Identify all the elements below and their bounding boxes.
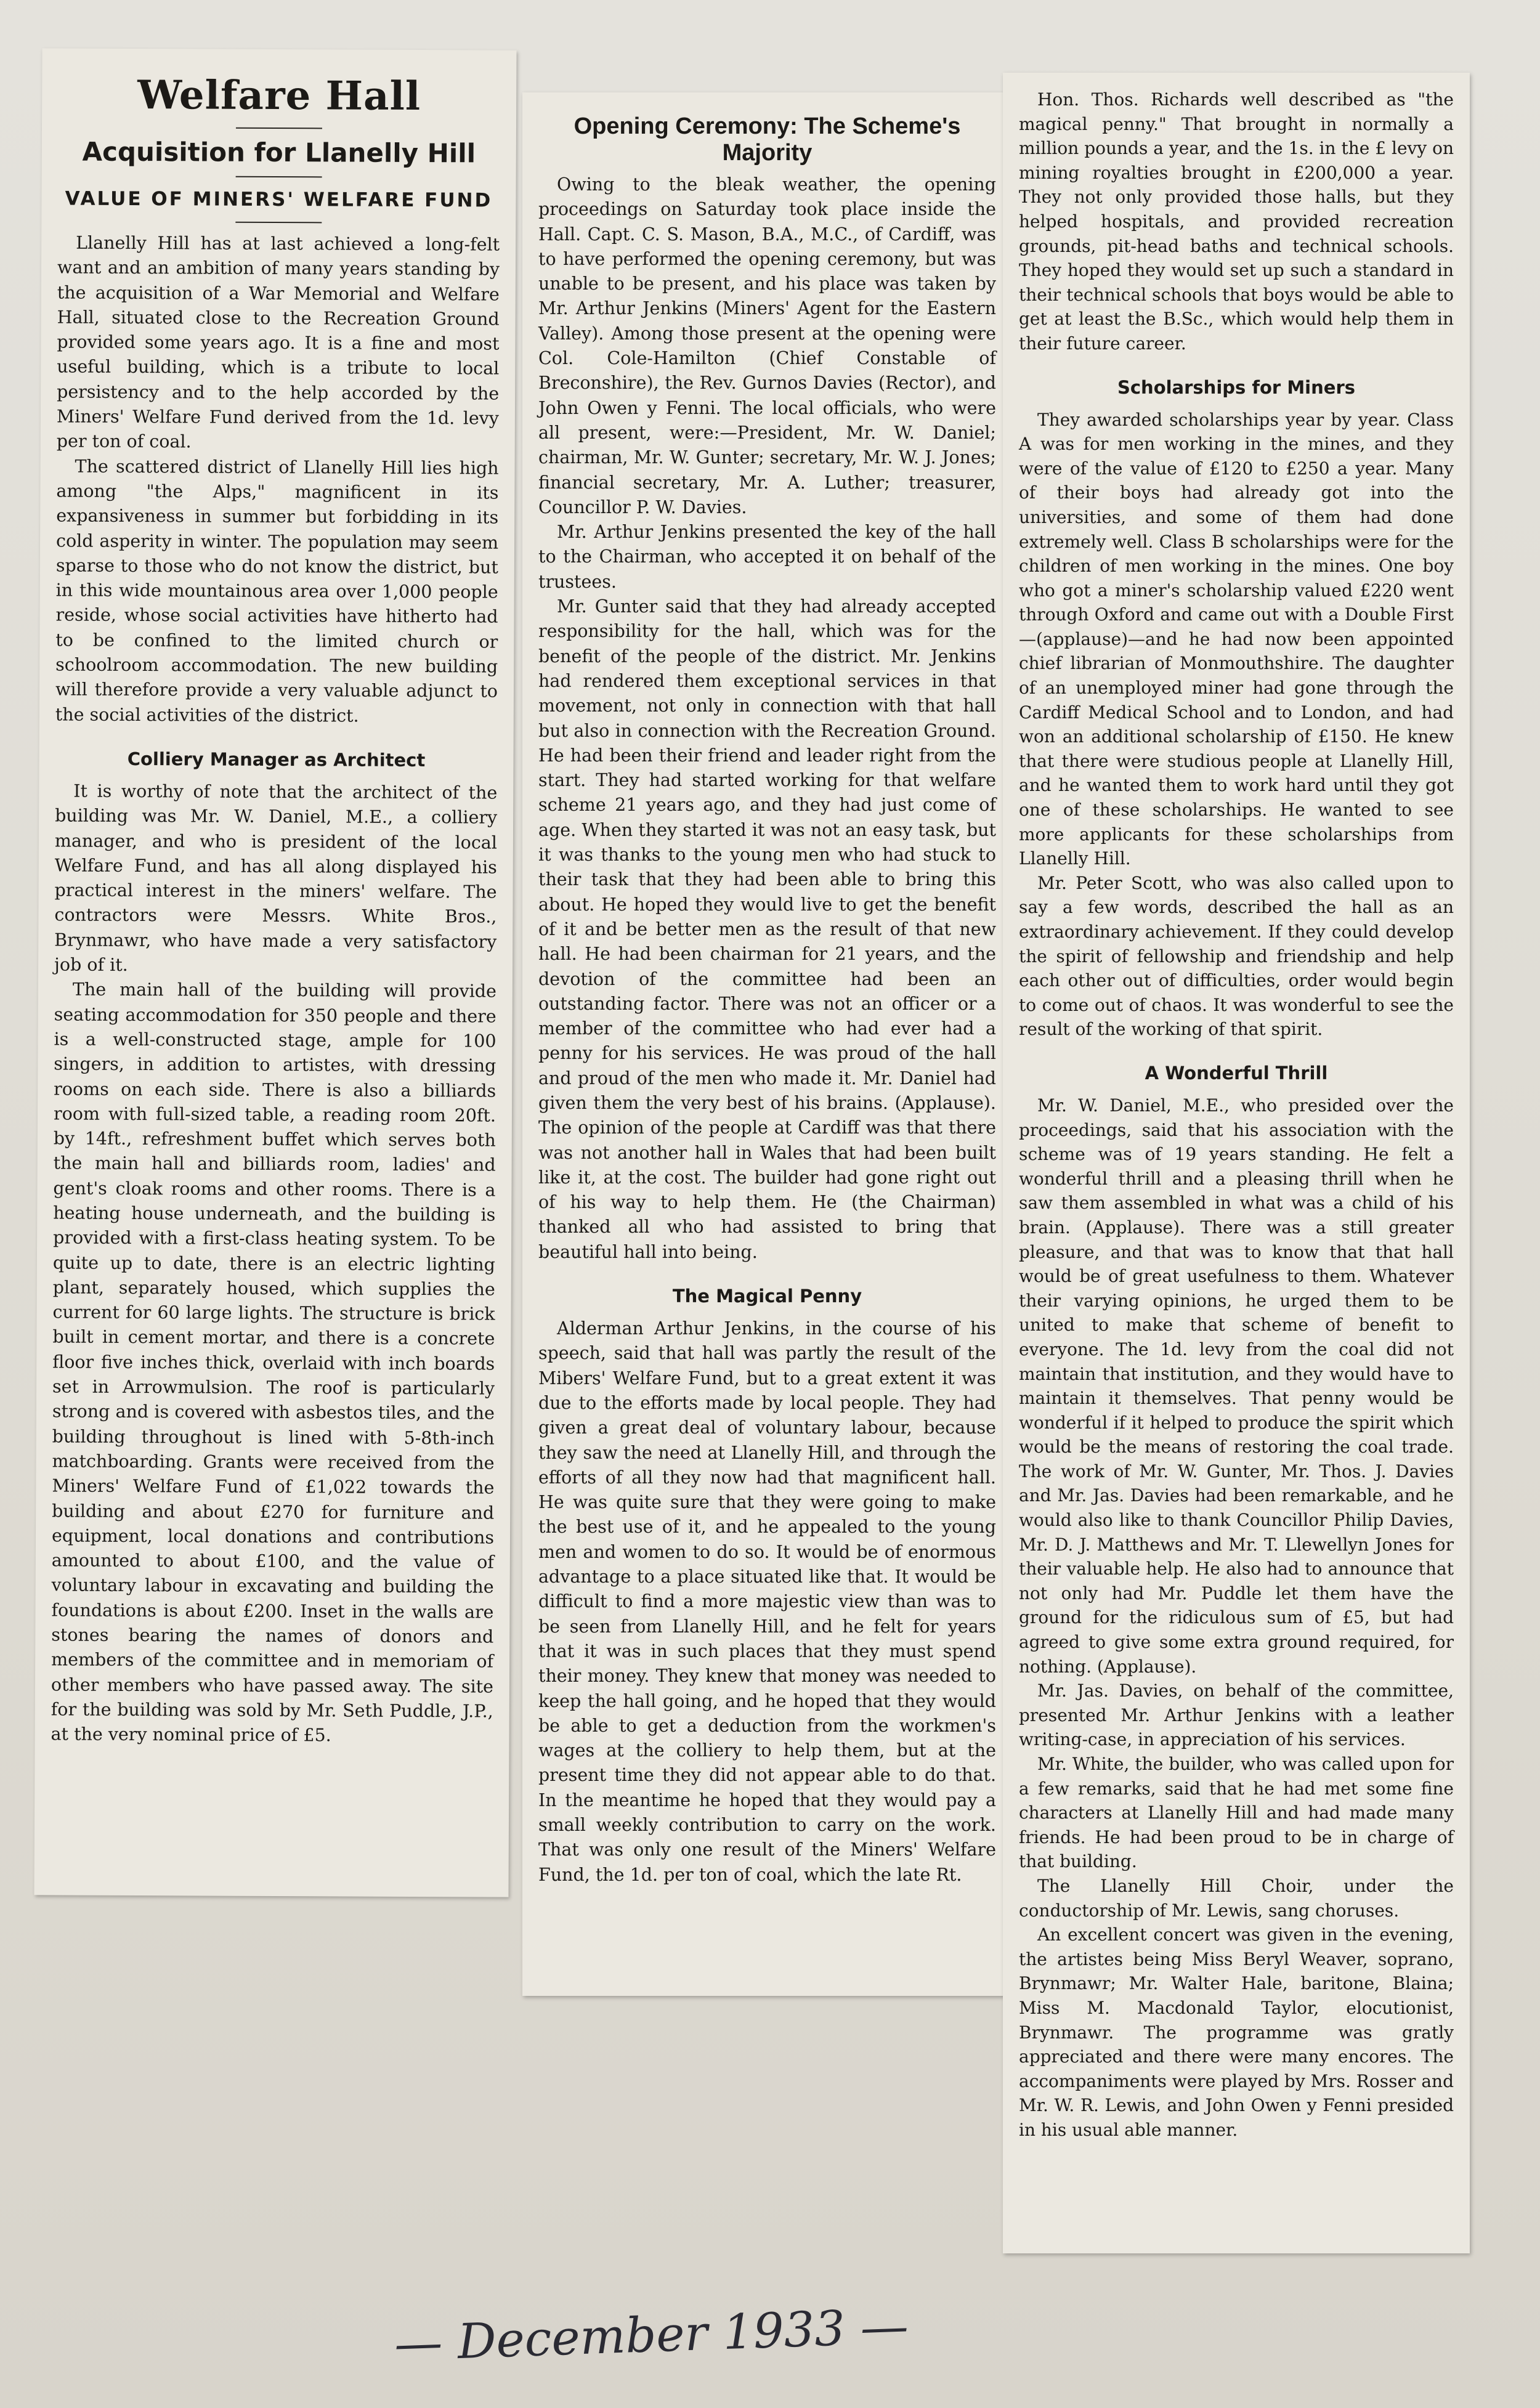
divider bbox=[236, 176, 322, 178]
paragraph: The main hall of the building will provide seating accommodation for 350 people and there is a well-constructed stage, ample for 100 singers, in addition to artistes, with dressing rooms on each side. There is also a billiards room with full-sized table, a reading room 20ft. by 14ft., refreshment buffet which serves both the main hall and billiards room, ladies' and gent's cloak rooms and other rooms. There is a heating house underneath, and the building is provided with a first-class heating system. To be quite up to date, there is an electric lighting plant, separately housed, which supplies the current for 60 large lights. The structure is brick built in cement mortar, and there is a concrete floor five inches thick, overlaid with inch boards set in Arrowmulsion. The roof is particularly strong and is covered with asbestos tiles, and the building throughout is lined with 5-8th-inch matchboarding. Grants were received from the Miners' Welfare Fund of £1,022 towards the building and about £270 for furniture and equipment, local donations and contributions amounted to about £100, and the value of voluntary labour in excavating and building the foundations is about £200. Inset in the walls are stones bearing the names of donors and members of the committee and in memoriam of other members who have passed away. The site for the building was sold by Mr. Seth Puddle, J.P., at the very nominal price of £5. bbox=[51, 979, 496, 1746]
paragraph: Hon. Thos. Richards well described as "the magical penny." That brought in normally a million pounds a year, and the 1s. in the £ levy on mining royalties brought in £200,000 a year. They not only provided those halls, but they helped hospitals, and provided recreation grounds, pit-head baths and technical schools. They hoped they would set up such a standard in their technical schools that boys would be able to get at least the B.Sc., which would help them in their future career. bbox=[1019, 89, 1454, 354]
paragraph: Mr. W. Daniel, M.E., who presided over the proceedings, said that his association with the scheme was of 19 years standing. He felt a wonderful thrill and a pleasing thrill when he saw them assembled in what was a child of his brain. (Applause). There was a still greater pleasure, and that was to know that that hall would be of great usefulness to them. Whatever their varying opinions, he urged them to be united to make that scheme of benefit to everyone. The 1d. levy from the coal did not maintain that institution, and they would have to maintain it themselves. That penny would be wonderful if it helped to produce the spirit which would be the means of restoring the coal trade. The work of Mr. W. Gunter, Mr. Thos. J. Davies and Mr. Jas. Davies had been remarkable, and he would also like to thank Councillor Philip Davies, Mr. D. J. Matthews and Mr. T. Llewellyn Jones for their valuable help. He also had to announce that not only had Mr. Puddle let them have the ground for the ridiculous sum of £5, but had agreed to give some extra ground required, for nothing. (Applause). bbox=[1019, 1095, 1454, 1677]
paragraph: Alderman Arthur Jenkins, in the course of his speech, said that hall was partly the result of the Mibers' Welfare Fund, but to a great extent it was due to the efforts made by local people. They had given a great deal of voluntary labour, because they saw the need at Llanelly Hill, and through the efforts of all they now had that magnificent hall. He was quite sure that they were going to make the best use of it, and he appealed to the young men and women to do so. It would be of enormous advantage to a place situated like that. It would be difficult to find a more majestic view than was to be seen from Llanelly Hill, and he felt for years that it was in such places that they must spend their money. They knew that money was needed to keep the hall going, and he hoped that they would be able to get a deduction from the workmen's wages at the colliery to help them, but at the present time they did not appear able to do that. In the meantime he hoped that they would pay a small weekly contribution to carry on the work. That was only one result of the Miners' Welfare Fund, the 1d. per ton of coal, which the late Rt. bbox=[538, 1318, 996, 1885]
paragraph: They awarded scholarships year by year. Class A was for men working in the mines, and they were of the value of £120 to £250 a year. Many of their boys had already got into the universities, and some of them had done extremely well. Class B scholarships were for the children of men working in the mines. One boy who got a miner's scholarship valued £220 went through Oxford and came out with a Double First—(applause)—and he had now been appointed chief librarian of Monmouthshire. The daughter of an unemployed miner had gone through the Cardiff Medical School and to London, and had won an additional scholarship of £150. He knew that there were studious people at Llanelly Hill, and he wanted them to work hard until they got one of these scholarships. He wanted to see more applicants for these scholarships from Llanelly Hill. bbox=[1019, 409, 1454, 869]
section-heading: Colliery Manager as Architect bbox=[127, 748, 426, 771]
section-heading: Scholarships for Miners bbox=[1117, 376, 1356, 398]
clipping-continued bbox=[1003, 73, 1470, 2253]
paragraph: Mr. Gunter said that they had already accepted responsibility for the hall, which was for the benefit of the people of the district. Mr. Jenkins had rendered them exceptional services in that movement, not only in connection with that hall but also in connection with the Recreation Ground. He had been their friend and leader right from the start. They had started working for that welfare scheme 21 years ago, and they had just come of age. When they started it was not an easy task, but it was thanks to the young men who had stuck to their task that they had been able to bring this about. He hoped they would live to get the benefit of it and be better men as the result of that new hall. He had been chairman for 21 years, and the devotion of the committee had been an outstanding factor. There was not an officer or a member of the committee who had ever had a penny for his services. He was proud of the hall and proud of the men who made it. Mr. Daniel had given them the very best of his brains. (Applause). The opinion of the people at Cardiff was that there was not another hall in Wales that had been built like it, at the cost. The builder had gone right out of his way to help them. He (the Chairman) thanked all who had assisted to bring that beautiful hall into being. bbox=[538, 596, 996, 1262]
subheadline: Acquisition for Llanelly Hill bbox=[82, 136, 476, 169]
paragraph: Owing to the bleak weather, the opening proceedings on Saturday took place inside the Hall. Capt. C. S. Mason, B.A., M.C., of Cardiff, was to have performed the opening ceremony, but was unable to be present, and his place was taken by Mr. Arthur Jenkins (Miners' Agent for the Eastern Valley). Among those present at the opening were Col. Cole-Hamilton (Chief Constable of Breconshire), the Rev. Gurnos Davies (Rector), and John Owen y Fenni. The local officials, who were all present, were:—President, Mr. W. Daniel; chairman, Mr. W. Gunter; secretary, Mr. W. J. Jones; financial secretary, Mr. A. Luther; treasurer, Councillor P. W. Davies. bbox=[538, 174, 996, 517]
paragraph: Mr. Jas. Davies, on behalf of the committee, presented Mr. Arthur Jenkins with a leather writing-case, in appreciation of his services. bbox=[1019, 1680, 1454, 1750]
kicker: VALUE OF MINERS' WELFARE FUND bbox=[65, 187, 493, 212]
paragraph: The scattered district of Llanelly Hill lies high among "the Alps," magnificent in its expansiveness in summer but forbidding in its cold asperity in winter. The population may seem sparse to those who do not know the district, but in this wide mountainous area over 1,000 people reside, whose social activities have hitherto had to be confined to the limited church or schoolroom accommodation. The new building will therefore provide a very valuable adjunct to the social activities of the district. bbox=[55, 456, 499, 726]
clipping-opening-ceremony bbox=[522, 92, 1012, 1996]
paragraph: An excellent concert was given in the evening, the artistes being Miss Beryl Weaver, soprano, Brynmawr; Mr. Walter Hale, baritone, Blaina; Miss M. Macdonald Taylor, elocutionist, Brynmawr. The programme was gratly appreciated and there were many encores. The accompaniments were played by Mrs. Rosser and Mr. W. R. Lewis, and John Owen y Fenni presided in his usual able manner. bbox=[1019, 1924, 1454, 2140]
handwritten-date: — December 1933 — bbox=[393, 2298, 910, 2372]
paragraph: It is worthy of note that the architect of the building was Mr. W. Daniel, M.E., a colliery manager, and who is president of the local Welfare Fund, and has all along displayed his practical interest in the miners' welfare. The contractors were Messrs. White Bros., Brynmawr, who have made a very satisfactory job of it. bbox=[54, 780, 498, 975]
divider bbox=[235, 222, 322, 224]
paragraph: Mr. Arthur Jenkins presented the key of the hall to the Chairman, who accepted it on behalf of the trustees. bbox=[538, 522, 996, 592]
divider bbox=[236, 128, 322, 129]
headline: Opening Ceremony: The Scheme's Majority bbox=[573, 113, 961, 166]
paragraph: Mr. Peter Scott, who was also called upon to say a few words, described the hall as an extraordinary achievement. If they could develop the spirit of fellowship and friendship and help each other out of difficulties, order would begin to come out of chaos. It was wonderful to see the result of the working of that spirit. bbox=[1019, 872, 1454, 1040]
paragraph: Llanelly Hill has at last achieved a long-felt want and an ambition of many years standing by the acquisition of a War Memorial and Welfare Hall, situated close to the Recreation Ground provided some years ago. It is a fine and most useful building, which is a tribute to local persistency and to the help accorded by the Miners' Welfare Fund derived from the 1d. levy per ton of coal. bbox=[56, 232, 500, 452]
headline: Welfare Hall bbox=[137, 72, 421, 120]
clipping-welfare-hall bbox=[34, 48, 516, 1897]
paragraph: Mr. White, the builder, who was called upon for a few remarks, said that he had met some fine characters at Llanelly Hill and had made many friends. He had been proud to be in charge of that building. bbox=[1019, 1754, 1454, 1872]
section-heading: The Magical Penny bbox=[672, 1286, 862, 1307]
section-heading: A Wonderful Thrill bbox=[1145, 1062, 1328, 1084]
paragraph: The Llanelly Hill Choir, under the conductorship of Mr. Lewis, sang choruses. bbox=[1019, 1875, 1454, 1921]
